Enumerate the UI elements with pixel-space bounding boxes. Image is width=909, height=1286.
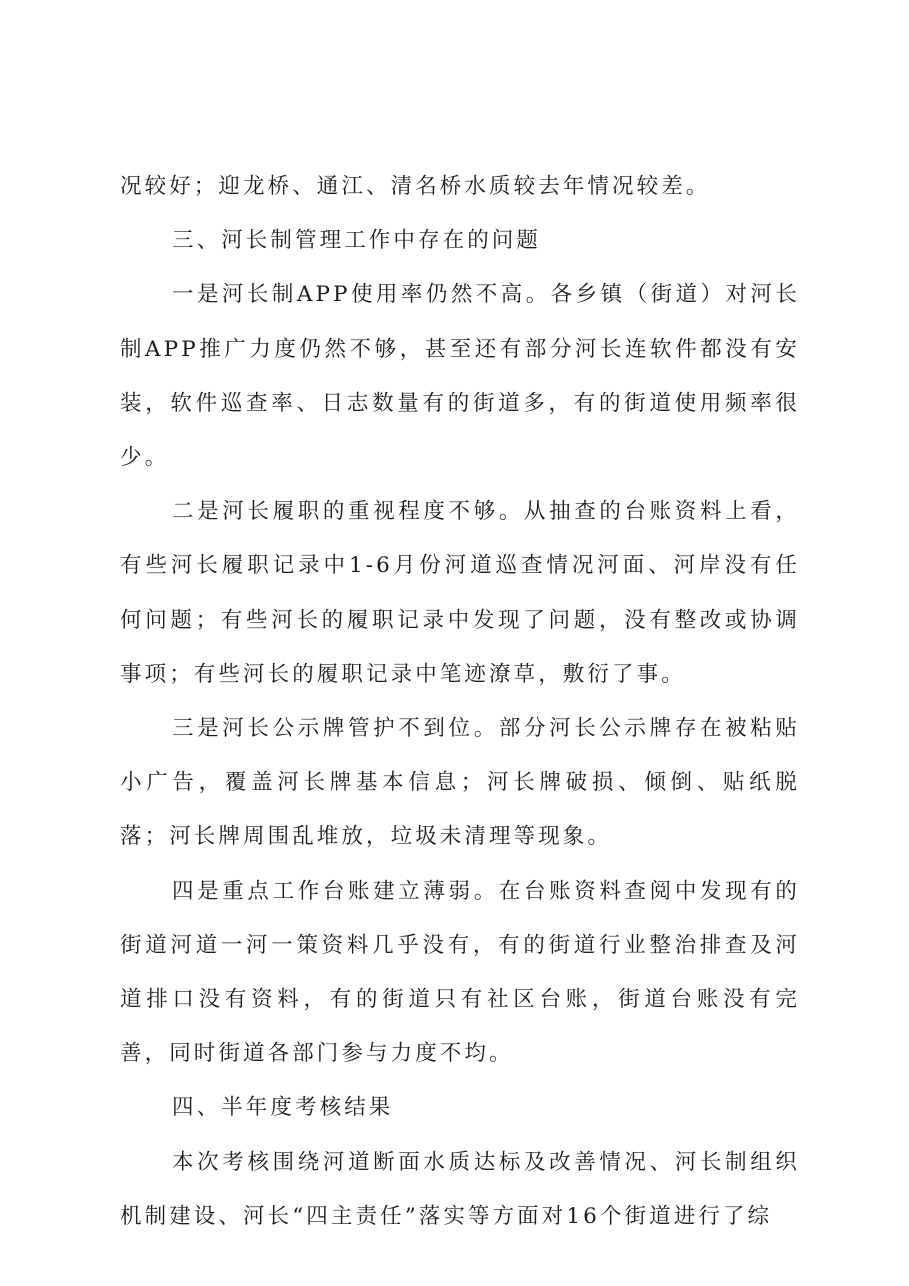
paragraph-signboard-maintenance: 三是河长公示牌管护不到位。部分河长公示牌存在被粘贴小广告，覆盖河长牌基本信息；河长牌破损、倾倒、贴纸脱落；河长牌周围乱堆放，垃圾未清理等现象。 (120, 716, 800, 850)
paragraph-ledger-records: 四是重点工作台账建立薄弱。在台账资料查阅中发现有的街道河道一河一策资料几乎没有，有的街道行业整治排查及河道排口没有资料，有的街道只有社区台账，街道台账没有完善，同时街道各部门参与力度不均。 (120, 878, 800, 1067)
paragraph-duty-performance: 二是河长履职的重视程度不够。从抽查的台账资料上看，有些河长履职记录中1-6月份河道巡查情况河面、河岸没有任何问题；有些河长的履职记录中发现了问题，没有整改或协调事项；有些河长的履职记录中笔迹潦草，敷衍了事。 (120, 499, 800, 687)
document-body (120, 160, 800, 1244)
paragraph-continuation: 况较好；迎龙桥、通江、清名桥水质较去年情况较差。 (120, 174, 711, 199)
section-heading-problems: 三、河长制管理工作中存在的问题 (172, 228, 542, 254)
section-heading-assessment: 四、半年度考核结果 (172, 1095, 394, 1121)
paragraph-assessment-summary: 本次考核围绕河道断面水质达标及改善情况、河长制组织机制建设、河长“四主责任”落实等方面对16个街道进行了综 (120, 1149, 800, 1229)
paragraph-app-usage: 一是河长制APP使用率仍然不高。各乡镇（街道）对河长制APP推广力度仍然不够，甚至还有部分河长连软件都没有安装，软件巡查率、日志数量有的街道多，有的街道使用频率很少。 (120, 282, 800, 471)
